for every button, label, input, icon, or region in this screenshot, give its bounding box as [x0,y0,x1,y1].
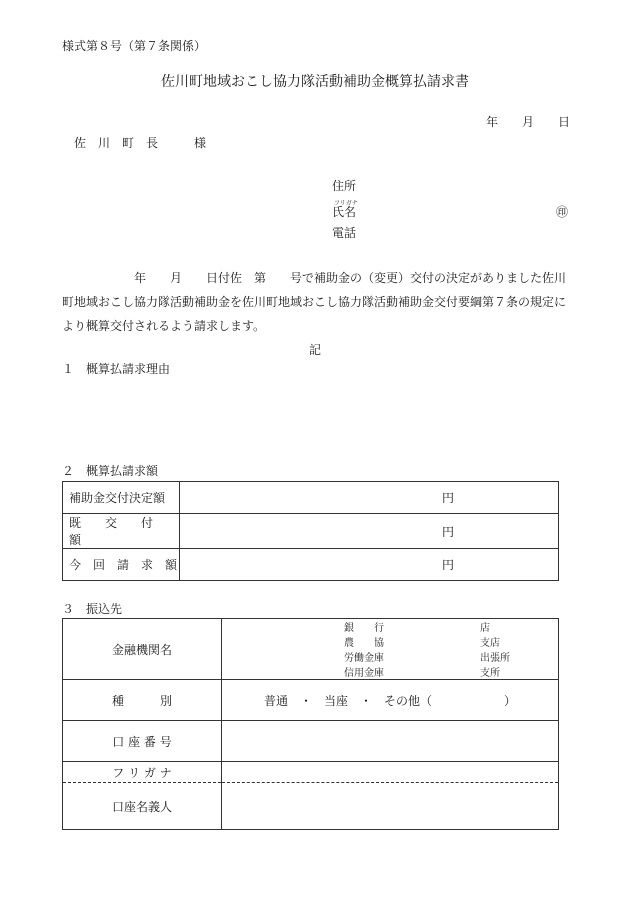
institution-type-ja: 農 協 [344,638,384,649]
institution-field[interactable] [222,619,559,680]
date-month-label: 月 [522,115,535,129]
furigana-label: フ リ ガ ナ [63,762,222,783]
institution-type-labour: 労働金庫 [344,653,384,664]
amount-row [63,549,559,581]
date-year-label: 年 [486,115,499,129]
name-label: 氏名 [332,205,357,219]
account-number-field[interactable] [222,721,559,762]
form-number: 様式第８号（第７条関係） [62,39,207,53]
branch-type-branch: 支店 [480,638,500,649]
name-furigana: フリガナ [334,200,358,207]
account-number-row [63,721,559,762]
furigana-row [63,762,559,783]
amount-table [62,481,559,581]
branch-type-sub: 支所 [480,668,500,679]
date-day-label: 日 [558,115,571,129]
account-holder-row [63,783,559,830]
address-label: 住所 [332,179,357,193]
amount-field[interactable] [180,482,559,514]
ki-heading: 記 [308,343,321,357]
branch-type-store: 店 [480,623,490,634]
phone-label: 電話 [332,226,357,240]
yen-unit: 円 [441,558,454,572]
amount-row [63,482,559,514]
account-holder-field[interactable] [222,783,559,830]
account-holder-label: 口座名義人 [63,783,222,830]
amount-label: 既 交 付 額 [63,514,180,549]
amount-field[interactable] [180,514,559,549]
account-type-row [63,680,559,721]
furigana-field[interactable] [222,762,559,783]
section3-heading: ３ 振込先 [62,602,123,616]
account-number-label: 口 座 番 号 [63,721,222,762]
section2-heading: ２ 概算払請求額 [62,464,159,478]
document-title: 佐川町地域おこし協力隊活動補助金概算払請求書 [161,74,469,90]
amount-field[interactable] [180,549,559,581]
branch-type-outpost: 出張所 [480,653,510,664]
yen-unit: 円 [441,524,454,539]
section1-heading: １ 概算払請求理由 [62,362,171,376]
account-type-options[interactable]: 普通 ・ 当座 ・ その他（ ） [222,680,559,721]
amount-label: 補助金交付決定額 [63,482,180,514]
institution-row [63,619,559,680]
seal-mark: ㊞ [556,205,569,219]
amount-row [63,514,559,549]
yen-unit: 円 [441,491,454,505]
request-paragraph: 年 月 日付佐 第 号で補助金の（変更）交付の決定がありました佐川町地域おこし協力隊活動補助金を佐川町地域おこし協力隊活動補助金交付要綱第７条の規定により概算交付されるよう請求します。 [62,271,567,333]
addressee: 佐 川 町 長 様 [74,136,207,150]
bank-transfer-table [62,618,559,830]
account-type-label: 種 別 [63,680,222,721]
institution-label: 金融機関名 [63,619,222,680]
institution-type-bank: 銀 行 [344,623,384,634]
amount-label: 今 回 請 求 額 [63,549,180,581]
institution-type-credit: 信用金庫 [344,668,384,679]
